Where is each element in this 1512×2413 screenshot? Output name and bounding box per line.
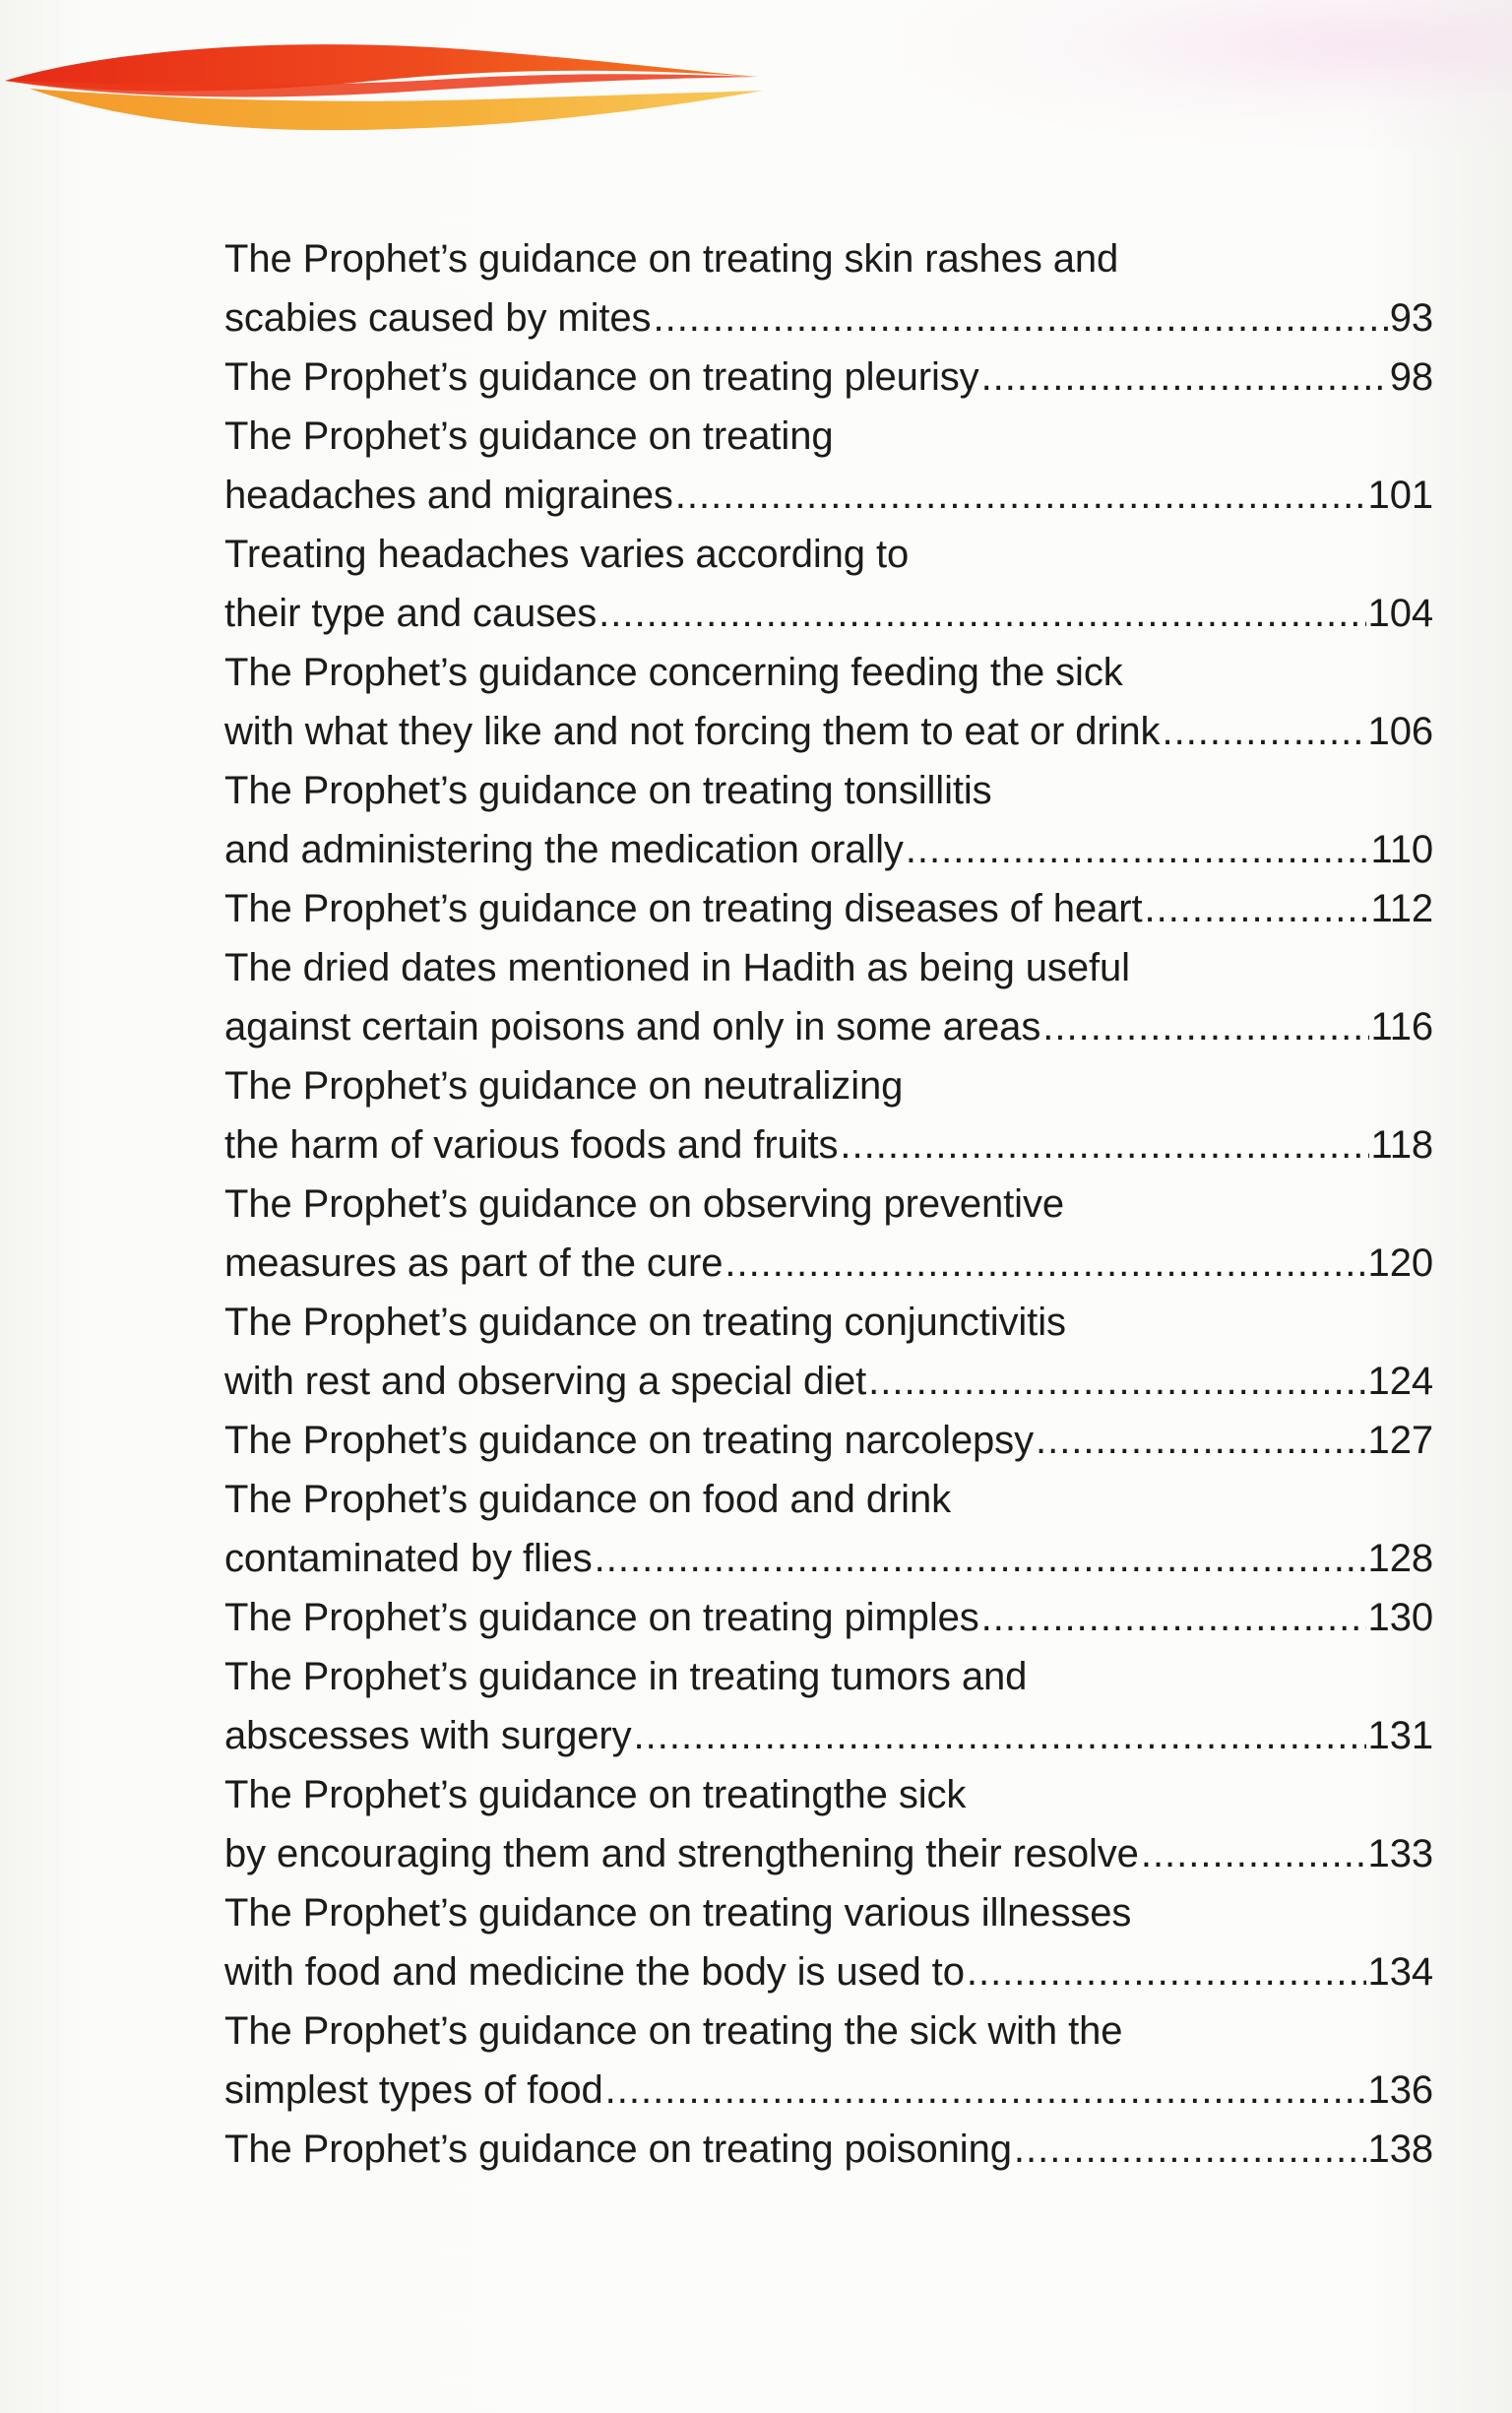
- page-number: 116: [1370, 1005, 1433, 1048]
- dot-leader: [1141, 1824, 1366, 1883]
- toc-entry[interactable]: [224, 407, 1433, 525]
- toc-entry-title-line: abscesses with surgery: [224, 1714, 632, 1757]
- toc-entry-title-line: the harm of various foods and fruits: [224, 1123, 839, 1167]
- toc-entry-title-line: The Prophet’s guidance on treating: [224, 414, 834, 458]
- toc-entry-title-line: The Prophet’s guidance on treating the sick with the: [224, 2009, 1123, 2053]
- dot-leader: [1144, 879, 1368, 938]
- toc-entry[interactable]: [224, 1293, 1433, 1411]
- dot-leader: [1036, 1411, 1366, 1470]
- toc-entry-title-line: The dried dates mentioned in Hadith as being useful: [224, 946, 1130, 989]
- dot-leader: [1162, 702, 1365, 761]
- toc-entry-final-line: [224, 702, 1433, 761]
- dot-leader: [634, 1706, 1366, 1765]
- toc-entry-final-line: [224, 466, 1433, 525]
- toc-entry-title-line: their type and causes: [224, 592, 598, 635]
- toc-entry-final-line: [224, 1234, 1433, 1293]
- dot-leader: [981, 1588, 1366, 1647]
- toc-entry-title-line: simplest types of food: [224, 2068, 603, 2112]
- toc-entry[interactable]: [224, 1647, 1433, 1765]
- page-number: 131: [1367, 1714, 1433, 1757]
- toc-entry-title-line: The Prophet’s guidance on treatingthe sick: [224, 1773, 967, 1816]
- dot-leader: [906, 820, 1369, 879]
- page-number: 101: [1367, 474, 1433, 517]
- toc-entry-title-line: The Prophet’s guidance on treating poisoning: [224, 2127, 1012, 2171]
- dot-leader: [595, 1529, 1366, 1588]
- toc-entry-final-line: [224, 1824, 1433, 1883]
- toc-entry[interactable]: [224, 1470, 1433, 1588]
- toc-entry[interactable]: [224, 2001, 1433, 2120]
- page-number: 118: [1370, 1123, 1433, 1167]
- toc-entry[interactable]: [224, 525, 1433, 643]
- flame-swoosh-decoration: [0, 20, 788, 148]
- toc-entry-title-line: measures as part of the cure: [224, 1241, 724, 1285]
- toc-entry[interactable]: [224, 879, 1433, 938]
- toc-entry-title-line: against certain poisons and only in some areas: [224, 1005, 1041, 1048]
- dot-leader: [840, 1115, 1368, 1175]
- page-number: 104: [1367, 592, 1433, 635]
- toc-entry-title-line: The Prophet’s guidance concerning feeding the sick: [224, 651, 1123, 694]
- dot-leader: [724, 1234, 1365, 1293]
- page-number: 124: [1367, 1360, 1433, 1403]
- toc-entry-final-line: [224, 584, 1433, 643]
- toc-entry-title-line: The Prophet’s guidance on treating conjunctivitis: [224, 1301, 1066, 1344]
- toc-entry-title-line: with rest and observing a special diet: [224, 1360, 867, 1403]
- page-number: 110: [1370, 828, 1433, 871]
- dot-leader: [598, 584, 1365, 643]
- dot-leader: [675, 466, 1366, 525]
- toc-entry-title-line: contaminated by flies: [224, 1537, 593, 1580]
- page-number: 128: [1367, 1537, 1433, 1580]
- page-number: 138: [1367, 2127, 1433, 2171]
- toc-entry[interactable]: [224, 1588, 1433, 1647]
- table-of-contents: [224, 229, 1433, 2179]
- toc-entry[interactable]: [224, 1765, 1433, 1883]
- page-number: 130: [1367, 1596, 1433, 1639]
- dot-leader: [1042, 997, 1368, 1056]
- toc-entry-final-line: [224, 1706, 1433, 1765]
- decorative-corner-tint: [902, 0, 1512, 148]
- toc-entry[interactable]: [224, 229, 1433, 348]
- dot-leader: [981, 348, 1388, 407]
- toc-entry-title-line: by encouraging them and strengthening their resolve: [224, 1832, 1139, 1875]
- toc-entry-title-line: Treating headaches varies according to: [224, 533, 910, 576]
- page-number: 133: [1367, 1832, 1433, 1875]
- dot-leader: [1014, 2120, 1366, 2179]
- toc-entry-title-line: with what they like and not forcing them to eat or drink: [224, 710, 1161, 753]
- toc-entry-final-line: [224, 1942, 1433, 2001]
- toc-entry-title-line: and administering the medication orally: [224, 828, 904, 871]
- toc-entry-final-line: [224, 288, 1433, 348]
- page-number: 93: [1389, 296, 1433, 340]
- toc-entry-final-line: [224, 2061, 1433, 2120]
- toc-entry[interactable]: [224, 1883, 1433, 2001]
- toc-entry-title-line: The Prophet’s guidance on observing preventive: [224, 1182, 1064, 1226]
- toc-entry-final-line: [224, 1529, 1433, 1588]
- toc-entry-final-line: [224, 348, 1433, 407]
- toc-entry-title-line: The Prophet’s guidance on treating pleurisy: [224, 355, 979, 399]
- toc-entry-title-line: The Prophet’s guidance in treating tumors and: [224, 1655, 1028, 1698]
- toc-entry-title-line: The Prophet’s guidance on treating pimples: [224, 1596, 979, 1639]
- toc-entry-title-line: The Prophet’s guidance on treating tonsillitis: [224, 769, 992, 812]
- dot-leader: [653, 288, 1387, 348]
- page-number: 106: [1367, 710, 1433, 753]
- toc-entry[interactable]: [224, 348, 1433, 407]
- toc-entry[interactable]: [224, 643, 1433, 761]
- toc-entry-final-line: [224, 1115, 1433, 1175]
- toc-entry[interactable]: [224, 1175, 1433, 1293]
- page-number: 98: [1389, 355, 1433, 399]
- toc-entry-final-line: [224, 1588, 1433, 1647]
- toc-entry-final-line: [224, 2120, 1433, 2179]
- toc-entry-final-line: [224, 820, 1433, 879]
- toc-entry-title-line: The Prophet’s guidance on food and drink: [224, 1478, 952, 1521]
- toc-entry-title-line: scabies caused by mites: [224, 296, 652, 340]
- page-number: 112: [1370, 887, 1433, 930]
- toc-entry-title-line: with food and medicine the body is used to: [224, 1950, 965, 1994]
- toc-entry-final-line: [224, 1411, 1433, 1470]
- toc-entry-title-line: The Prophet’s guidance on treating various illnesses: [224, 1891, 1132, 1935]
- toc-entry-title-line: headaches and migraines: [224, 474, 673, 517]
- page-number: 136: [1367, 2068, 1433, 2112]
- toc-entry-title-line: The Prophet’s guidance on treating diseases of heart: [224, 887, 1143, 930]
- toc-entry[interactable]: [224, 938, 1433, 1056]
- toc-entry[interactable]: [224, 761, 1433, 879]
- toc-entry[interactable]: [224, 1056, 1433, 1175]
- page-number: 127: [1367, 1419, 1433, 1462]
- toc-entry-final-line: [224, 997, 1433, 1056]
- toc-entry[interactable]: [224, 2120, 1433, 2179]
- toc-entry-title-line: The Prophet’s guidance on treating skin rashes and: [224, 237, 1119, 281]
- dot-leader: [868, 1352, 1365, 1411]
- dot-leader: [967, 1942, 1366, 2001]
- dot-leader: [605, 2061, 1366, 2120]
- toc-entry-final-line: [224, 1352, 1433, 1411]
- toc-entry-title-line: The Prophet’s guidance on treating narcolepsy: [224, 1419, 1034, 1462]
- toc-entry-title-line: The Prophet’s guidance on neutralizing: [224, 1064, 904, 1108]
- toc-entry-final-line: [224, 879, 1433, 938]
- page-number: 134: [1367, 1950, 1433, 1994]
- page-number: 120: [1367, 1241, 1433, 1285]
- toc-entry[interactable]: [224, 1411, 1433, 1470]
